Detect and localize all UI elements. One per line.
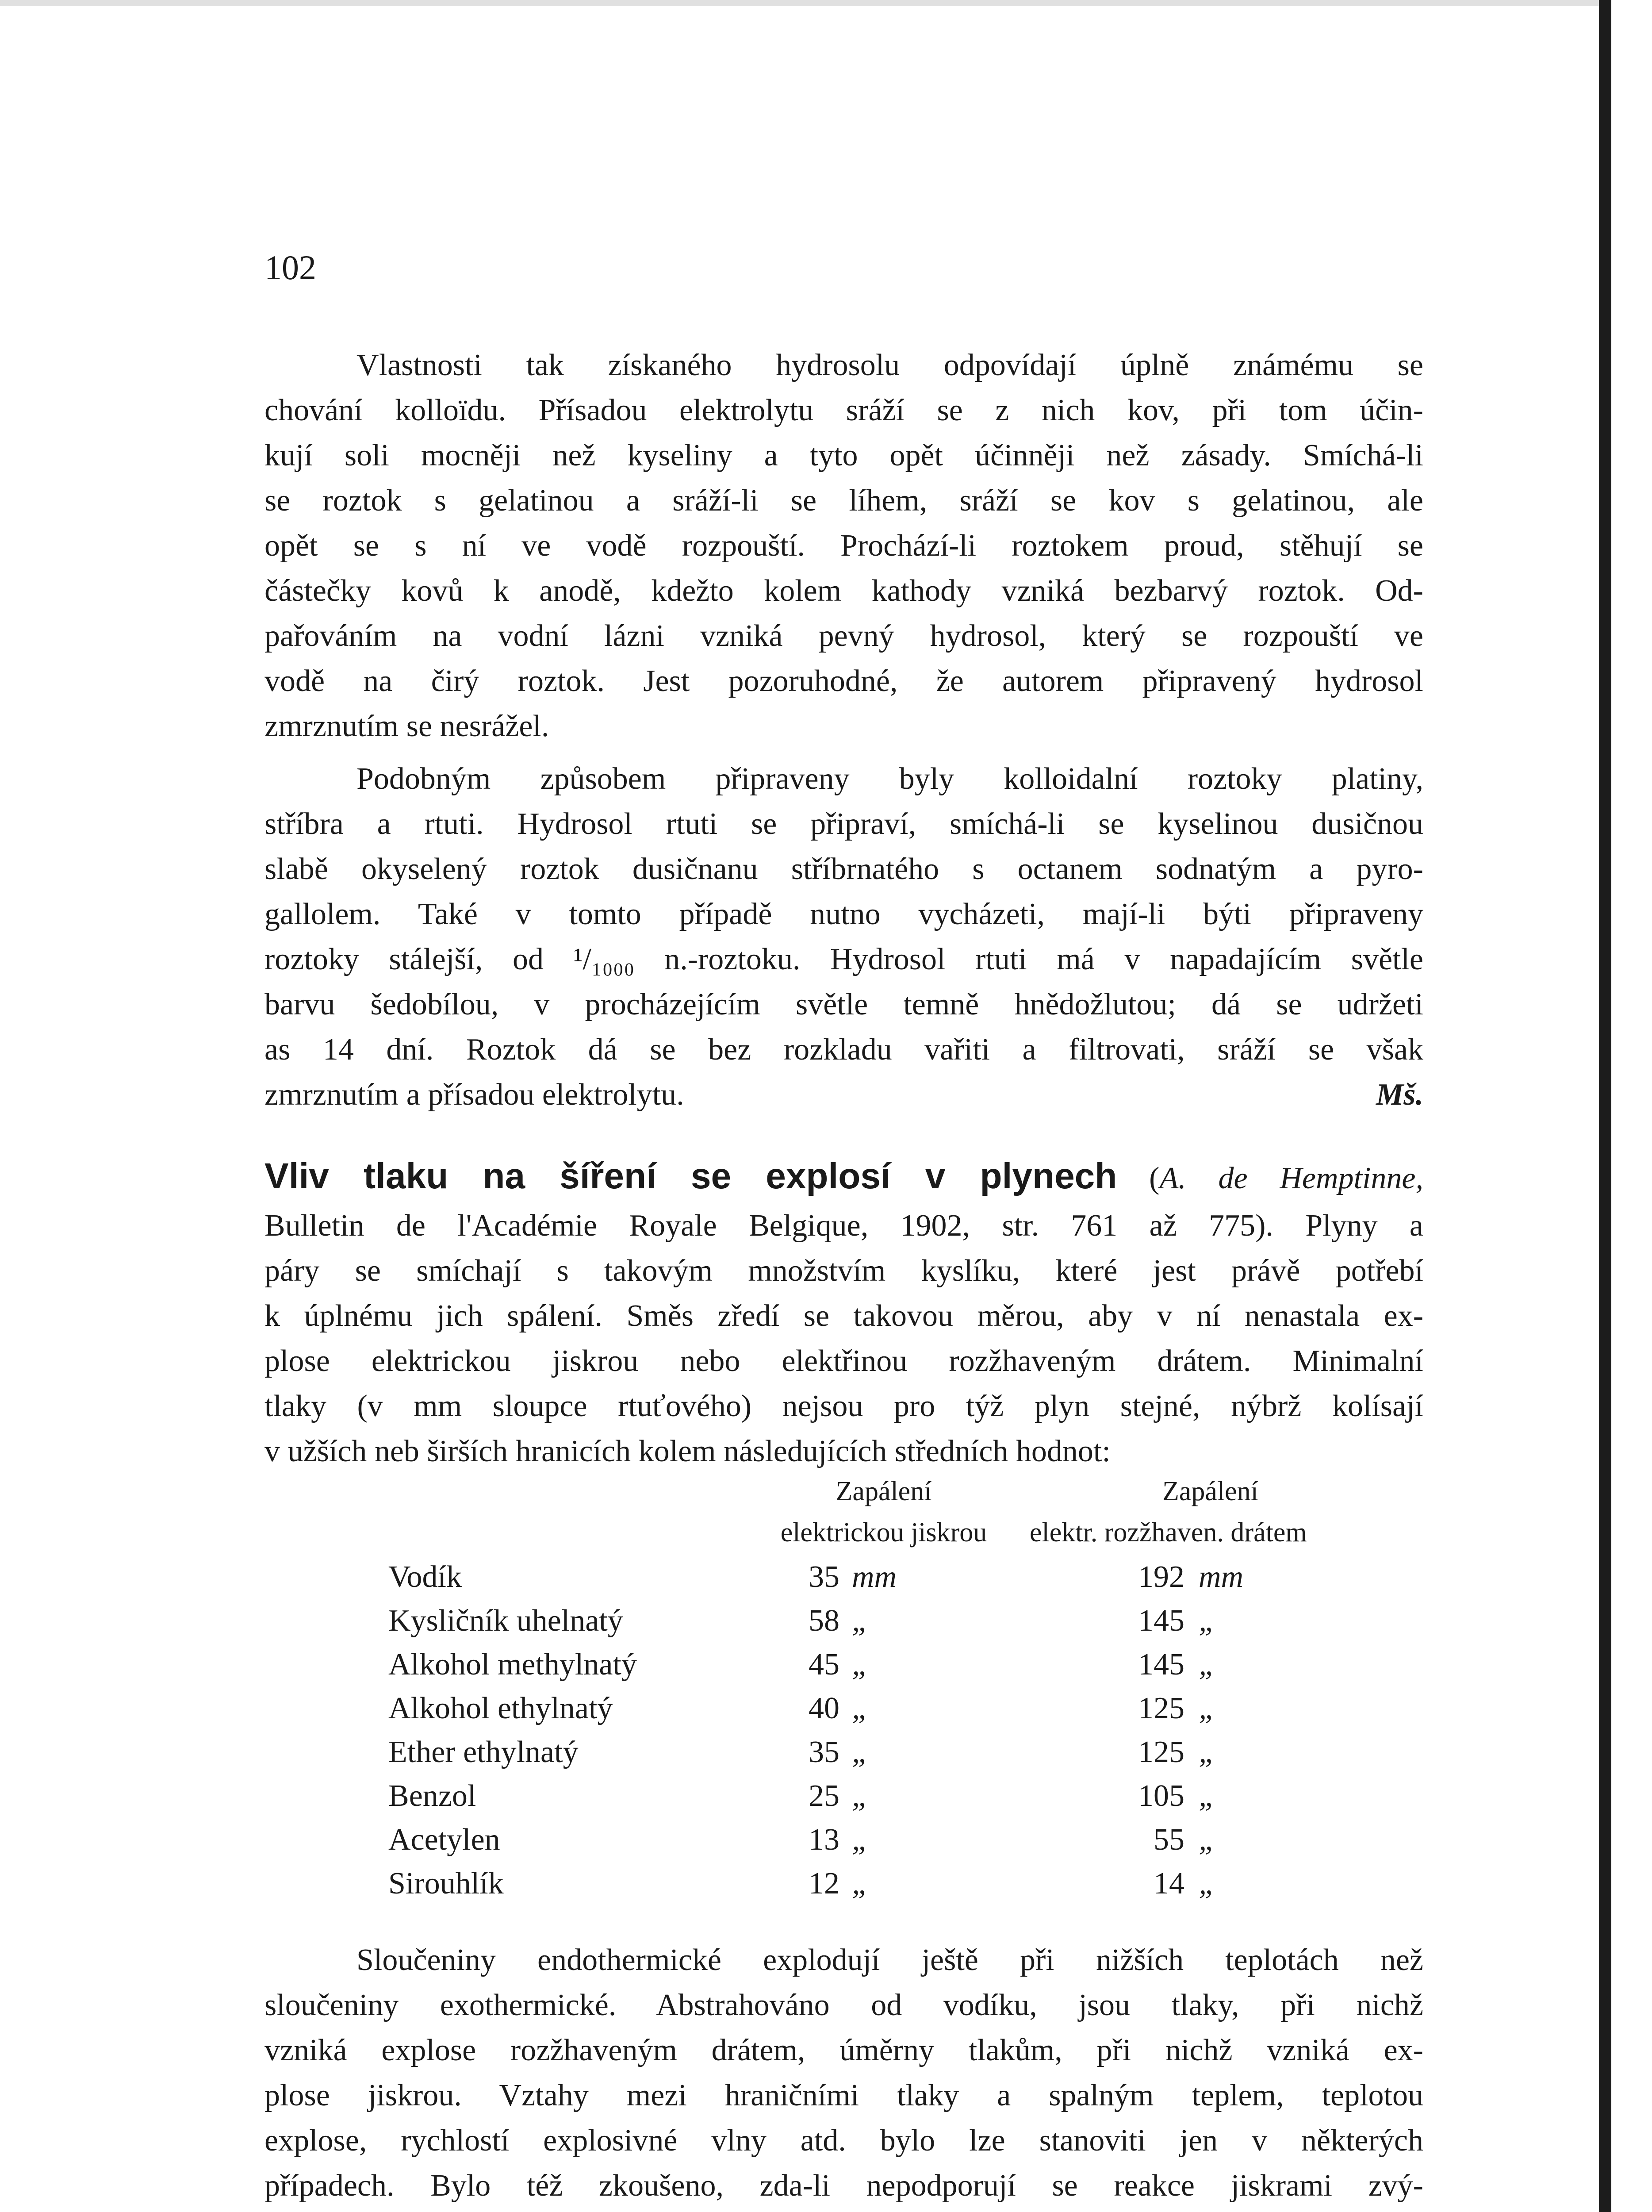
table-row [388,1603,1419,1647]
spark-value: 58 [809,1604,839,1638]
spark-value: 45 [809,1647,839,1682]
gas-name: Vodík [388,1560,462,1594]
para3-line: vzniká explose rozžhaveným drátem, úměrny tlakům, při nichž vzniká ex- [264,2033,1423,2067]
wire-unit: „ [1199,1647,1216,1682]
spark-unit: „ [852,1823,869,1857]
para1-line: se roztok s gelatinou a sráží-li se líhem, sráží se kov s gelatinou, ale [264,484,1423,518]
para1-line: kují soli mocněji než kyseliny a tyto opět účinněji než zásady. Smíchá-li [264,438,1423,472]
paragraph-2 [264,757,1423,1118]
article-author: A. de Hemptinne, [1159,1161,1423,1195]
spark-value: 35 [809,1735,839,1769]
gas-name: Kysličník uhelnatý [388,1604,623,1638]
spark-unit: mm [852,1560,897,1594]
spark-value: 35 [809,1560,839,1594]
para1-line: pařováním na vodní lázni vzniká pevný hydrosol, který se rozpouští ve [264,619,1423,653]
spark-unit: „ [852,1735,869,1769]
citation-open: ( [1149,1161,1160,1195]
para2-line: gallolem. Také v tomto případě nutno vycházeti, mají-li býti připraveny [264,897,1423,931]
article-block [264,1150,1423,1474]
wire-unit: mm [1199,1560,1244,1594]
scan-edge-right [1599,0,1611,2212]
wire-value: 105 [1138,1779,1184,1813]
para2-line: Podobným způsobem připraveny byly kolloidalní roztoky platiny, [356,762,1423,796]
header-spark [747,1471,1021,1553]
table-row [388,1647,1419,1691]
table-row [388,1822,1419,1866]
table-row [388,1735,1419,1778]
para1-line: vodě na čirý roztok. Jest pozoruhodné, že autorem připravený hydrosol [264,664,1423,698]
para3-line: případech. Bylo též zkoušeno, zda-li nepodporují se reakce jiskrami zvý- [264,2169,1423,2203]
wire-unit: „ [1199,1604,1216,1638]
wire-unit: „ [1199,1691,1216,1725]
para1-line: opět se s ní ve vodě rozpouští. Prochází-li roztokem proud, stěhují se [264,529,1423,563]
wire-value: 145 [1138,1604,1184,1638]
spark-value: 12 [809,1866,839,1901]
wire-unit: „ [1199,1779,1216,1813]
para3-line: sloučeniny exothermické. Abstrahováno od vodíku, jsou tlaky, při nichž [264,1988,1423,2022]
wire-value: 145 [1138,1647,1184,1682]
paragraph-3 [264,1938,1423,2212]
header-wire [1030,1471,1507,1553]
wire-unit: „ [1199,1866,1216,1901]
gas-name: Acetylen [388,1823,500,1857]
para2-last-text: zmrznutím a přísadou elektrolytu. [264,1078,684,1112]
para2-line: slabě okyselený roztok dusičnanu stříbrnatého s octanem sodnatým a pyro- [264,852,1423,886]
para3-line: Sloučeniny endothermické explodují ještě při nižších teplotách než [356,1943,1423,1977]
spark-value: 25 [809,1779,839,1813]
table-row [388,1691,1419,1735]
scan-edge-top [0,0,1599,6]
spark-value: 40 [809,1691,839,1725]
table-row [388,1778,1419,1822]
article-line: páry se smíchají s takovým množstvím kyslíku, které jest právě potřebí [264,1254,1423,1288]
gas-name: Alkohol ethylnatý [388,1691,613,1725]
spark-unit: „ [852,1866,869,1901]
para1-line: částečky kovů k anodě, kdežto kolem kathody vzniká bezbarvý roztok. Od- [264,574,1423,608]
article-line: tlaky (v mm sloupce rtuťového) nejsou pro týž plyn stejné, nýbrž kolísají [264,1389,1423,1423]
header-wire-line2: elektr. rozžhaven. drátem [1030,1517,1307,1548]
para1-line: chování kolloïdu. Přísadou elektrolytu sráží se z nich kov, při tom účin- [264,393,1423,427]
article-line: k úplnému jich spálení. Směs zředí se takovou měrou, aby v ní nenastala ex- [264,1299,1423,1333]
spark-unit: „ [852,1691,869,1725]
article-title: Vliv tlaku na šíření se explosí v plynech [264,1156,1117,1196]
para3-line [264,2208,1423,2212]
para3-line: plose jiskrou. Vztahy mezi hraničními tlaky a spalným teplem, teplotou [264,2078,1423,2112]
wire-value: 14 [1154,1866,1184,1901]
table-row [388,1559,1419,1603]
gas-name: Sirouhlík [388,1866,504,1901]
wire-value: 125 [1138,1735,1184,1769]
signature: Mš. [1376,1078,1423,1112]
para1-line: Vlastnosti tak získaného hydrosolu odpovídají úplně známému se [356,348,1423,382]
wire-unit: „ [1199,1735,1216,1769]
gas-name: Alkohol methylnatý [388,1647,637,1682]
para3-line: explose, rychlostí explosivné vlny atd. bylo lze stanoviti jen v některých [264,2124,1423,2158]
para2-line: barvu šedobílou, v procházejícím světle temně hnědožlutou; dá se udržeti [264,987,1423,1022]
table-row [388,1866,1419,1910]
gas-name: Ether ethylnatý [388,1735,579,1769]
wire-value: 125 [1138,1691,1184,1725]
wire-value: 192 [1138,1560,1184,1594]
spark-unit: „ [852,1647,869,1682]
article-heading-line [264,1150,1423,1203]
table-header [388,1471,1419,1559]
article-line: plose elektrickou jiskrou nebo elektřinou rozžhaveným drátem. Minimalní [264,1344,1423,1378]
page-number: 102 [264,248,316,287]
header-wire-line1: Zapálení [1162,1476,1258,1506]
signature [1341,2208,1388,2212]
spark-unit: „ [852,1779,869,1813]
gas-name: Benzol [388,1779,476,1813]
header-spark-line1: Zapálení [836,1476,932,1506]
para2-line: as 14 dní. Roztok dá se bez rozkladu vařiti a filtrovati, sráží se však [264,1033,1423,1067]
article-line: v užších neb širších hranicích kolem následujících středních hodnot: [264,1434,1111,1468]
paragraph-1 [264,343,1423,749]
spark-unit: „ [852,1604,869,1638]
pressure-table [388,1471,1419,1910]
wire-unit: „ [1199,1823,1216,1857]
para2-line: roztoky stálejší, od ¹/₁₀₀₀ n.-roztoku. Hydrosol rtuti má v napadajícím světle [264,942,1423,976]
para1-line: zmrznutím se nesrážel. [264,709,549,743]
article-line: Bulletin de l'Académie Royale Belgique, 1902, str. 761 až 775). Plyny a [264,1209,1423,1243]
header-spark-line2: elektrickou jiskrou [780,1517,987,1548]
spark-value: 13 [809,1823,839,1857]
para2-line [264,1072,1423,1118]
wire-value: 55 [1154,1823,1184,1857]
para2-line: stříbra a rtuti. Hydrosol rtuti se připraví, smíchá-li se kyselinou dusičnou [264,807,1423,841]
